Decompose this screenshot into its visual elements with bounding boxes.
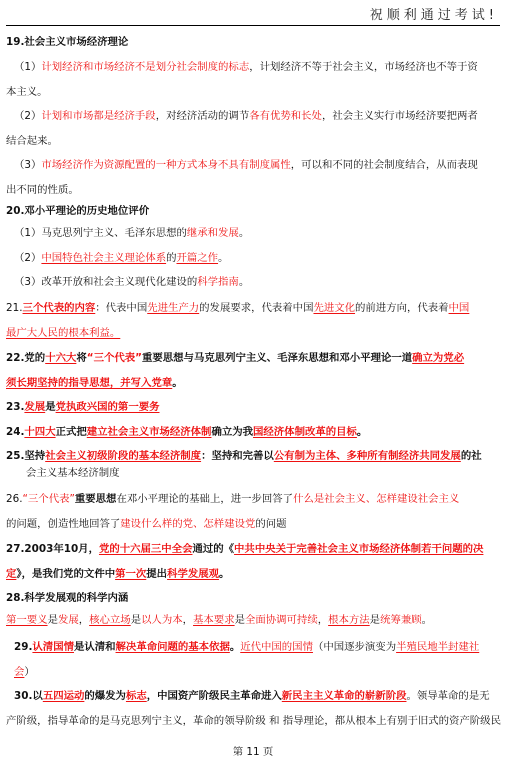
text-line (6, 542, 483, 556)
text-line (14, 158, 478, 172)
highlighted-text: 三个代表的内容 (22, 302, 96, 314)
text-run: ，社会主义实行市场经济要把两者 (321, 110, 478, 122)
text-line (14, 226, 249, 240)
text-run: 。 (238, 276, 250, 288)
page-header (0, 0, 506, 27)
text-run: 25.坚持 (6, 450, 46, 462)
text-line (14, 275, 249, 289)
highlighted-text: 党执政兴国的第一要务 (55, 401, 160, 413)
text-run: 重要思想 (74, 493, 117, 505)
highlighted-text: 须长期坚持的指导思想，并写入党章 (6, 377, 173, 389)
text-run: 22.党的 (6, 352, 46, 364)
highlighted-text: 建设什么样的党、怎样建设党 (120, 518, 256, 530)
text-run: 28.科学发展观的科学内涵 (6, 592, 129, 604)
highlighted-text: 开篇之作 (176, 252, 219, 264)
highlighted-text: 中国 (448, 302, 470, 314)
highlighted-text: 建立社会主义市场经济体制 (86, 426, 212, 438)
text-line (6, 517, 287, 531)
text-run: 重要思想与马克思列宁主义、毛泽东思想和邓小平理论一道 (142, 352, 413, 364)
text-line (6, 351, 464, 365)
text-line (14, 109, 478, 123)
header-divider (6, 25, 500, 26)
highlighted-text: 十六大 (45, 352, 77, 364)
text-run: 是认清和 (73, 641, 116, 653)
highlighted-text: 国经济体制改革的目标 (253, 426, 357, 438)
text-run: （3）改革开放和社会主义现代化建设的 (14, 276, 198, 288)
highlighted-text: 新民主主义革命的崭新阶段 (281, 690, 407, 702)
highlighted-text: 社会主义初级阶段的基本经济制度 (45, 450, 202, 462)
highlighted-text: 定 (6, 568, 17, 580)
text-run: 通过的《 (192, 543, 235, 555)
text-run: ） (24, 666, 35, 678)
text-line (6, 591, 128, 605)
text-run: ，中国资产阶级民主革命进入 (146, 690, 282, 702)
text-run: 29. (14, 641, 33, 653)
highlighted-text: 全面协调可持续 (244, 614, 318, 626)
highlighted-text: 中国特色社会主义理论体系 (41, 252, 167, 264)
text-run: 会主义基本经济制度 (26, 467, 120, 479)
text-run: 。 (356, 426, 368, 438)
highlighted-text: 什么是社会主义、怎样建设社会主义 (293, 493, 460, 505)
header-motto: 祝顺利通过考试! (369, 8, 498, 23)
text-run: 23. (6, 401, 25, 413)
text-line (6, 714, 501, 728)
highlighted-text: 认清国情 (32, 641, 74, 653)
text-run: （3） (14, 159, 42, 171)
text-run: ，可以和不同的社会制度结合，从而表现 (290, 159, 478, 171)
text-line (6, 326, 120, 340)
text-run: 24. (6, 426, 25, 438)
text-line (6, 376, 183, 390)
highlighted-text: 确立为党必 (412, 352, 465, 364)
text-run: 。领导革命的是无 (406, 690, 490, 702)
highlighted-text: 会 (14, 666, 25, 678)
text-run: 的发展要求，代表着中国 (199, 302, 314, 314)
text-run: 的 (166, 252, 177, 264)
highlighted-text: 继承和发展 (186, 227, 239, 239)
text-run: ：代表中国 (95, 302, 148, 314)
text-run: 的前进方向，代表着 (355, 302, 449, 314)
highlighted-text: 发展 (24, 401, 46, 413)
text-line (14, 251, 228, 265)
text-run: ，计划经济不等于社会主义，市场经济也不等于资 (249, 61, 478, 73)
highlighted-text: 五四运动 (42, 690, 85, 702)
highlighted-text: 以人为本 (141, 614, 183, 626)
highlighted-text: 公有制为主体、多种所有制经济共同发展 (273, 450, 461, 462)
text-run: 。 (421, 614, 433, 626)
text-line (6, 400, 160, 414)
highlighted-text: 统筹兼顾 (380, 614, 422, 626)
highlighted-text: 基本要求 (193, 614, 235, 626)
text-run: 确立为我 (211, 426, 254, 438)
text-run: 提出 (146, 568, 168, 580)
highlighted-text: 根本方法 (328, 614, 370, 626)
highlighted-text: 先进文化 (313, 302, 356, 314)
text-run: ：坚持和完善以 (201, 450, 274, 462)
highlighted-text: 科学指南 (197, 276, 239, 288)
text-run: 是 (369, 614, 381, 626)
text-run: 19.社会主义市场经济理论 (6, 36, 129, 48)
text-run: 本主义。 (6, 86, 48, 98)
text-run: ， (182, 614, 194, 626)
text-run: 26. (6, 493, 23, 505)
text-run: 。 (172, 377, 183, 389)
text-line (6, 567, 229, 581)
text-line (6, 492, 459, 506)
highlighted-text: 计划经济和市场经济不是划分社会制度的标志 (41, 61, 250, 73)
text-run: （1） (14, 61, 42, 73)
text-line (6, 85, 48, 99)
text-line (14, 640, 479, 654)
text-run: （中国逐步演变为 (312, 641, 397, 653)
highlighted-text: 发展 (57, 614, 79, 626)
highlighted-text: 第一要义 (6, 614, 48, 626)
highlighted-text: “三个代表” (86, 352, 142, 364)
text-run: ， (317, 614, 329, 626)
text-run: （2） (14, 110, 42, 122)
text-run: 的爆发为 (84, 690, 126, 702)
text-run: 是 (45, 401, 56, 413)
highlighted-text: 十四大 (24, 426, 56, 438)
text-run: 将 (76, 352, 87, 364)
text-run: 的社 (460, 450, 482, 462)
text-run: 27.2003年10月， (6, 543, 99, 555)
text-run: （2） (14, 252, 42, 264)
page-number: 第 11 页 (232, 746, 274, 758)
highlighted-text: “三个代表” (22, 493, 75, 505)
text-run: 是 (130, 614, 142, 626)
text-run: 21. (6, 302, 23, 314)
text-line (6, 301, 469, 315)
text-line (14, 60, 478, 74)
text-run: 的问题 (255, 518, 287, 530)
text-run: 30.以 (14, 690, 43, 702)
text-run: 的问题，创造性地回答了 (6, 518, 121, 530)
text-run: 在邓小平理论的基础上，进一步回答了 (116, 493, 294, 505)
text-run: 。 (229, 641, 241, 653)
text-run: 产阶级，指导革命的是马克思列宁主义，革命的领导阶级 和 指导理论，都从根本上有别于旧式的资产阶级民 (6, 715, 501, 727)
text-line (14, 665, 35, 679)
text-run: 结合起来。 (6, 135, 58, 147)
text-line (6, 134, 58, 148)
text-run: 是 (47, 614, 58, 626)
text-run: 。 (238, 227, 250, 239)
highlighted-text: 第一次 (115, 568, 147, 580)
highlighted-text: 标志 (125, 690, 147, 702)
highlighted-text: 市场经济作为资源配置的一种方式本身不具有制度属性 (41, 159, 291, 171)
text-run: 出不同的性质。 (6, 184, 79, 196)
text-line (6, 35, 128, 49)
text-line (6, 449, 482, 463)
highlighted-text: 近代中国的国情 (240, 641, 313, 653)
highlighted-text: 党的十六届三中全会 (98, 543, 193, 555)
text-line (6, 613, 432, 627)
highlighted-text: 科学发展观 (167, 568, 220, 580)
text-line (6, 204, 149, 218)
text-run: 正式把 (55, 426, 87, 438)
highlighted-text: 解决革命问题的基本依据 (115, 641, 230, 653)
text-line (26, 466, 120, 480)
text-run: ， (78, 614, 90, 626)
text-run: 。 (219, 568, 230, 580)
text-line (6, 183, 79, 197)
text-line (14, 689, 490, 703)
highlighted-text: 半殖民地半封建社 (396, 641, 480, 653)
highlighted-text: 各有优势和长处 (249, 110, 322, 122)
highlighted-text: 中共中央关于完善社会主义市场经济体制若干问题的决 (234, 543, 484, 555)
highlighted-text: 计划和市场都是经济手段 (41, 110, 156, 122)
text-run: 20.邓小平理论的历史地位评价 (6, 205, 150, 217)
text-run: 。 (218, 252, 229, 264)
text-run: 》，是我们党的文件中 (16, 568, 116, 580)
text-run: （1）马克思列宁主义、毛泽东思想的 (14, 227, 187, 239)
text-line (6, 425, 367, 439)
text-run: ，对经济活动的调节 (155, 110, 250, 122)
text-run: 是 (234, 614, 245, 626)
highlighted-text: 最广大人民的根本利益。 (6, 327, 121, 339)
highlighted-text: 先进生产力 (147, 302, 200, 314)
highlighted-text: 核心立场 (89, 614, 131, 626)
